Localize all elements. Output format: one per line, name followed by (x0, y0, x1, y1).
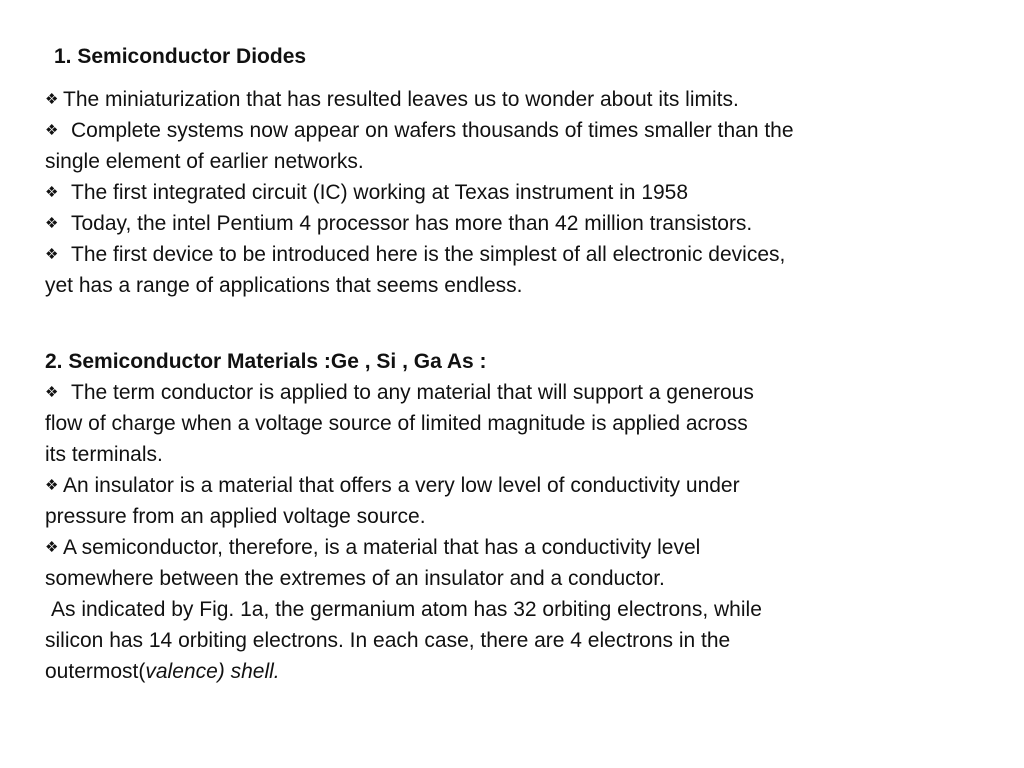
bullet-item: ❖ The first device to be introduced here is the simplest of all electronic devices, yet has a range of applications that seems endless. (45, 239, 985, 301)
section2-body (45, 377, 985, 687)
diamond-bullet-icon: ❖ (45, 477, 59, 494)
bullet-item: ❖ A semiconductor, therefore, is a material that has a conductivity level somewhere between the extremes of an insulator and a conductor. (45, 532, 985, 594)
diamond-bullet-icon: ❖ (45, 215, 59, 232)
diamond-bullet-icon: ❖ (45, 246, 59, 263)
bullet-item: ❖ The first integrated circuit (IC) working at Texas instrument in 1958 (45, 177, 985, 208)
bullet-item: ❖ Complete systems now appear on wafers thousands of times smaller than the single element of earlier networks. (45, 115, 985, 177)
italic-term: valence) shell. (145, 660, 280, 683)
diamond-bullet-icon: ❖ (45, 184, 59, 201)
bullet-item: ❖ The term conductor is applied to any material that will support a generous flow of charge when a voltage source of limited magnitude is applied across its terminals. (45, 377, 985, 470)
diamond-bullet-icon: ❖ (45, 539, 59, 556)
section2-title: 2. Semiconductor Materials :Ge , Si , Ga As : (45, 350, 487, 373)
section1-body (45, 84, 985, 301)
closing-paragraph: As indicated by Fig. 1a, the germanium atom has 32 orbiting electrons, while silicon has 14 orbiting electrons. In each case, there are 4 electrons in the outermost(valence) shell. (45, 598, 762, 683)
bullet-item: ❖ An insulator is a material that offers a very low level of conductivity under pressure from an applied voltage source. (45, 470, 985, 532)
bullet-item: ❖ Today, the intel Pentium 4 processor has more than 42 million transistors. (45, 208, 985, 239)
diamond-bullet-icon: ❖ (45, 122, 59, 139)
section1-title: 1. Semiconductor Diodes (54, 45, 307, 68)
bullet-item: ❖ The miniaturization that has resulted leaves us to wonder about its limits. (45, 84, 985, 115)
diamond-bullet-icon: ❖ (45, 384, 59, 401)
diamond-bullet-icon: ❖ (45, 91, 59, 108)
